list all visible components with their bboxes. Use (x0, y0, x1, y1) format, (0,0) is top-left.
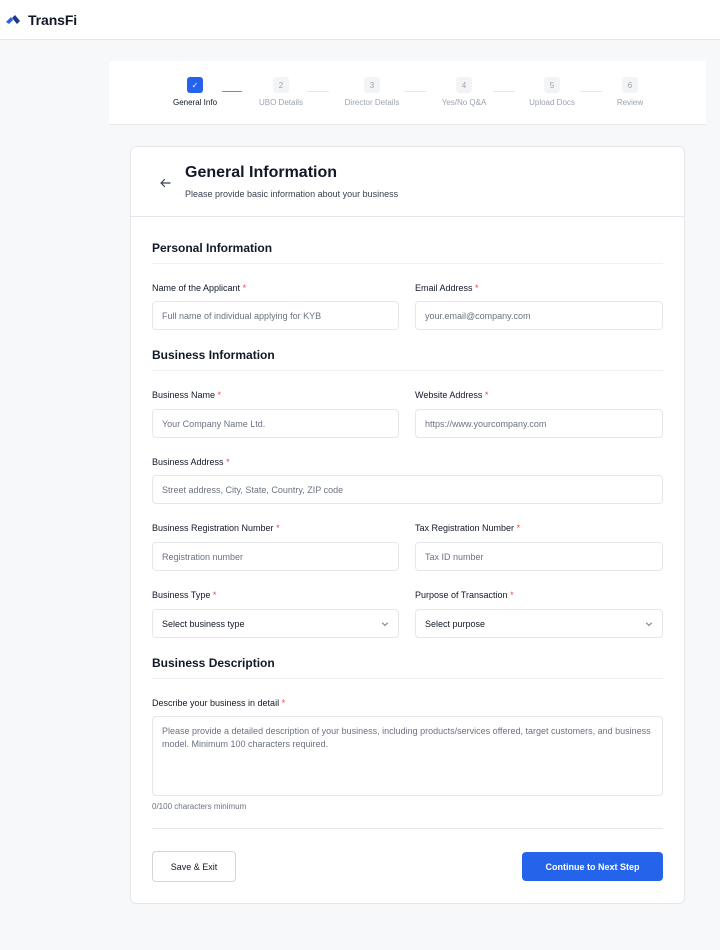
applicant-name-input[interactable] (152, 301, 399, 330)
required-mark: * (510, 590, 514, 600)
back-arrow-icon[interactable] (159, 177, 171, 189)
check-icon: ✓ (187, 77, 203, 93)
personal-info-heading: Personal Information (152, 241, 273, 255)
step-connector (222, 91, 242, 92)
step-connector (404, 91, 426, 92)
divider (152, 678, 663, 679)
business-name-input[interactable] (152, 409, 399, 438)
step-number: 5 (544, 77, 560, 93)
character-counter: 0/100 characters minimum (152, 802, 247, 811)
step-label: UBO Details (258, 98, 303, 107)
registration-number-input[interactable] (152, 542, 399, 571)
email-input[interactable] (415, 301, 663, 330)
step-label: Yes/No Q&A (441, 98, 487, 107)
select-value: Select purpose (425, 618, 486, 629)
step-number: 4 (456, 77, 472, 93)
step-number: 6 (622, 77, 638, 93)
step-number: 2 (273, 77, 289, 93)
business-address-label (152, 457, 230, 467)
required-mark: * (516, 523, 521, 533)
registration-number-label (152, 523, 280, 533)
step-label: Review (616, 98, 644, 107)
label-text: Business Address (152, 457, 224, 467)
step-number: 3 (364, 77, 380, 93)
app-name: TransFi (28, 11, 78, 28)
progress-stepper (109, 61, 706, 125)
form-header (131, 147, 684, 217)
step-connector (580, 91, 602, 92)
required-mark: * (242, 283, 247, 293)
chevron-down-icon (381, 620, 389, 628)
required-mark: * (276, 523, 280, 533)
step-label: Director Details (344, 98, 400, 107)
label-text: Tax Registration Number (415, 523, 515, 533)
website-input[interactable] (415, 409, 663, 438)
label-text: Business Type (152, 590, 211, 600)
divider (152, 828, 663, 829)
continue-button[interactable]: Continue to Next Step (522, 852, 663, 881)
purpose-label (415, 590, 514, 600)
step-label: General Info (172, 98, 218, 107)
purpose-select[interactable] (415, 609, 663, 638)
tax-number-label (415, 523, 520, 533)
step-label: Upload Docs (529, 98, 575, 107)
required-mark: * (475, 283, 479, 293)
top-bar (0, 0, 720, 40)
label-text: Name of the Applicant (152, 283, 241, 293)
business-address-input[interactable] (152, 475, 663, 504)
step-connector (493, 91, 515, 92)
label-text: Business Registration Number (152, 523, 274, 533)
label-text: Business Name (152, 390, 216, 400)
business-type-select[interactable] (152, 609, 399, 638)
step-connector (307, 91, 329, 92)
step-ubo-details[interactable] (256, 77, 306, 107)
required-mark: * (226, 457, 230, 467)
label-text: Describe your business in detail (152, 698, 280, 708)
page-subtitle: Please provide basic information about your business (185, 189, 399, 199)
required-mark: * (281, 698, 286, 708)
required-mark: * (212, 590, 217, 600)
business-name-label (152, 390, 221, 400)
divider (152, 370, 663, 371)
business-info-heading: Business Information (152, 348, 275, 362)
chevron-down-icon (645, 620, 653, 628)
step-director-details[interactable] (342, 77, 402, 107)
label-text: Email Address (415, 283, 473, 293)
step-review[interactable] (613, 77, 647, 107)
general-info-form (130, 146, 685, 904)
transfi-logo-icon (6, 15, 20, 25)
step-general-info[interactable] (171, 77, 219, 107)
divider (152, 263, 663, 264)
business-description-textarea[interactable] (152, 716, 663, 796)
select-value: Select business type (162, 618, 245, 629)
required-mark: * (484, 390, 489, 400)
email-label (415, 283, 479, 293)
required-mark: * (217, 390, 222, 400)
applicant-name-label (152, 283, 246, 293)
label-text: Website Address (415, 390, 483, 400)
page-title: General Information (185, 164, 338, 181)
website-label (415, 390, 488, 400)
tax-number-input[interactable] (415, 542, 663, 571)
business-description-heading: Business Description (152, 656, 275, 670)
description-label (152, 698, 285, 708)
label-text: Purpose of Transaction (415, 590, 508, 600)
step-upload-docs[interactable] (526, 77, 578, 107)
save-exit-button[interactable]: Save & Exit (152, 851, 236, 882)
business-type-label (152, 590, 216, 600)
step-yes-no-qa[interactable] (439, 77, 489, 107)
